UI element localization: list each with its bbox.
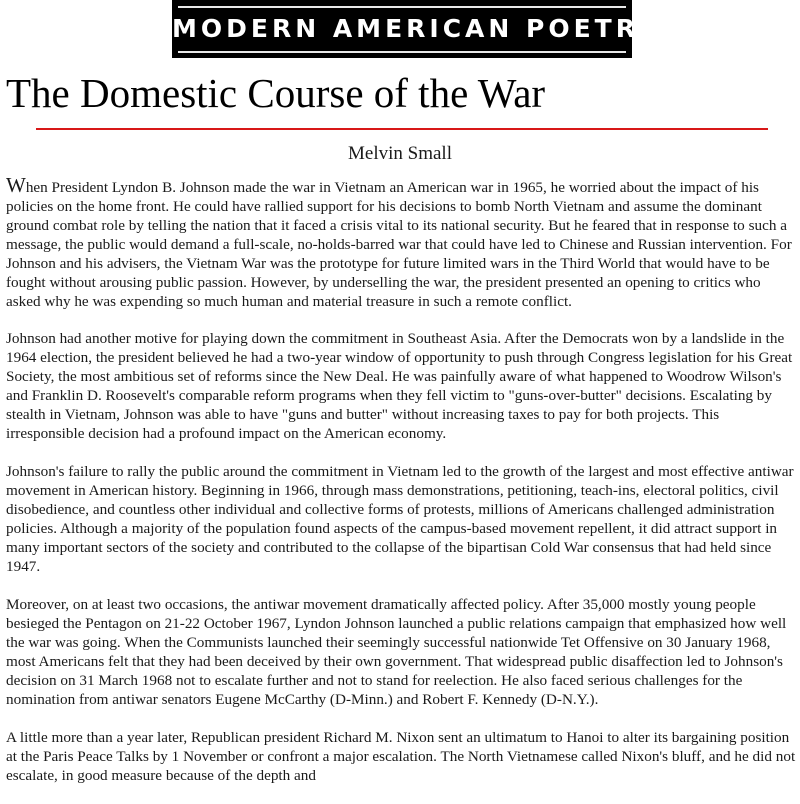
site-banner-logo[interactable] bbox=[172, 0, 660, 58]
site-logo-text: MODERN AMERICAN POETRY bbox=[172, 14, 660, 43]
author-byline: Melvin Small bbox=[348, 143, 452, 164]
article-paragraph bbox=[6, 173, 798, 311]
title-divider bbox=[36, 128, 768, 130]
article-paragraph: Johnson had another motive for playing down the commitment in Southeast Asia. After the Democrats won by a landslide in the 1964 election, the president believed he had a two-year window of opportunity to push through Congress legislation for his Great Society, the most ambitious set of reforms since the New Deal. He was painfully aware of what happened to Woodrow Wilson's and Franklin D. Roosevelt's comparable reform programs when they fell victim to "guns-over-butter" decisions. Escalating by stealth in Vietnam, Johnson was able to have "guns and butter" without increasing taxes to pay for both projects. This irresponsible decision had a profound impact on the American economy. bbox=[6, 330, 793, 442]
drop-cap: W bbox=[6, 173, 26, 197]
article-paragraph: Johnson's failure to rally the public around the commitment in Vietnam led to the growth of the largest and most effective antiwar movement in American history. Beginning in 1966, through mass demonstrations, petitioning, teach-ins, electoral politics, civil disobedience, and countless other individual and collective forms of protests, millions of Americans challenged administration policies. Although a majority of the population found aspects of the campus-based movement repellent, it did attract support in many important sectors of the society and contributed to the collapse of the bipartisan Cold War consensus that had held since 1947. bbox=[6, 463, 794, 575]
page-title: The Domestic Course of the War bbox=[6, 70, 546, 116]
banner-bottom-rule bbox=[178, 51, 626, 53]
article-paragraph: A little more than a year later, Republican president Richard M. Nixon sent an ultimatum to Hanoi to alter its bargaining position at the Paris Peace Talks by 1 November or confront a major escalation. The North Vietnamese called Nixon's bluff, and he did not escalate, in good measure because of the depth and bbox=[6, 729, 796, 784]
article-body bbox=[6, 173, 798, 804]
paragraph-text: hen President Lyndon B. Johnson made the war in Vietnam an American war in 1965, he worried about the impact of his policies on the home front. He could have rallied support for his decisions to bomb North Vietnam and assume the dominant ground combat role by telling the nation that it faced a crisis vital to its national security. But he feared that in response to such a message, the public would demand a full-scale, no-holds-barred war that could have led to Chinese and Russian intervention. For Johnson and his advisers, the Vietnam War was the prototype for future limited wars in the Third World that would have to be fought without arousing public passion. However, by underselling the war, the president presented an opening to critics who asked why he was expending so much human and material treasure in such a remote conflict. bbox=[6, 179, 792, 310]
article-paragraph: Moreover, on at least two occasions, the antiwar movement dramatically affected policy. After 35,000 mostly young people besieged the Pentagon on 21-22 October 1967, Lyndon Johnson launched a public relations campaign that emphasized how well the war was going. When the Communists launched their seemingly successful nationwide Tet Offensive on 30 January 1968, most Americans felt that they had been deceived by their own government. That widespread public disaffection led to Johnson's decision on 31 March 1968 not to escalate further and not to stand for reelection. He also faced serious challenges for the nomination from antiwar senators Eugene McCarthy (D-Minn.) and Robert F. Kennedy (D-N.Y.). bbox=[6, 596, 787, 708]
banner-top-rule bbox=[178, 6, 626, 8]
